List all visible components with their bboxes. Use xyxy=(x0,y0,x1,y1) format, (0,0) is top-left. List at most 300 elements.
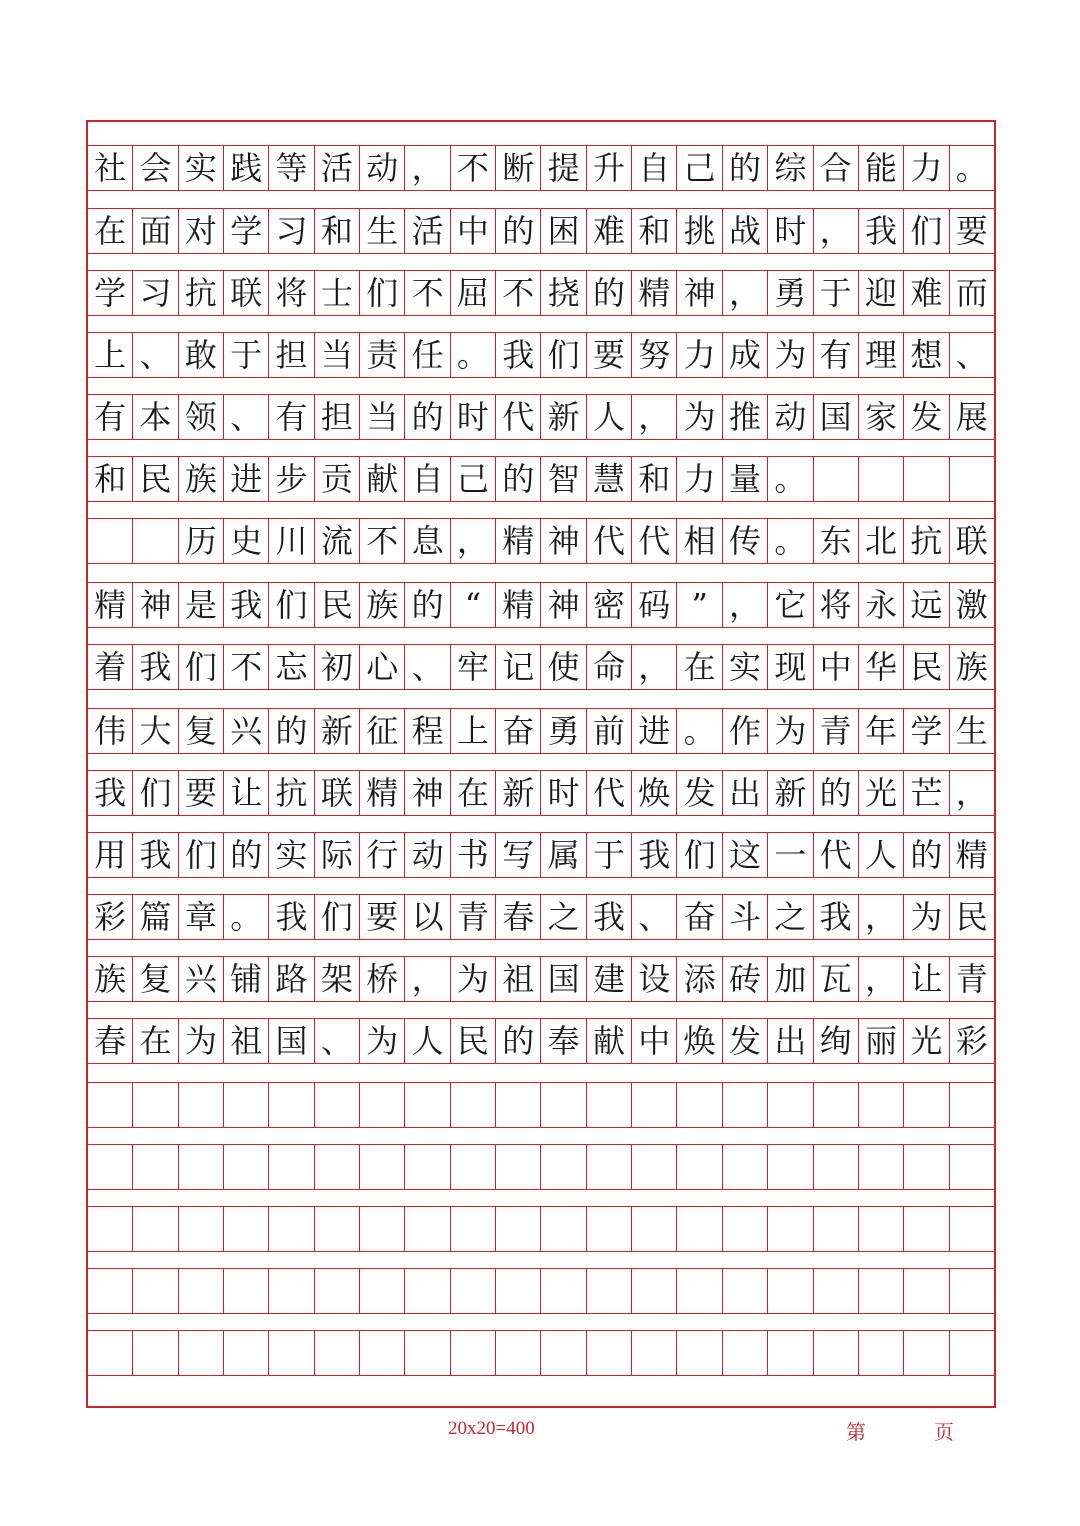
grid-cell: 春 xyxy=(88,1019,133,1063)
grid-cell: 民 xyxy=(133,457,178,501)
grid-cell: 智 xyxy=(541,457,586,501)
grid-cell xyxy=(88,1145,133,1189)
grid-cell: 进 xyxy=(224,457,269,501)
grid-cell xyxy=(315,1207,360,1251)
grid-count-label: 20x20=400 xyxy=(448,1418,535,1439)
grid-cell: 出 xyxy=(723,771,768,815)
grid-cell: 以 xyxy=(405,895,450,939)
grid-cell: 联 xyxy=(955,522,988,560)
page-number-suffix: 页 xyxy=(934,1420,954,1444)
grid-cell: 青 xyxy=(955,960,988,998)
grid-cell: ， xyxy=(723,583,768,627)
grid-cell: 力 xyxy=(677,333,722,377)
grid-cell: 想 xyxy=(904,333,949,377)
grid-cell: 。 xyxy=(768,457,813,501)
grid-cell: 于 xyxy=(224,333,269,377)
grid-cell: 激 xyxy=(955,586,988,624)
grid-cell xyxy=(814,1207,859,1251)
grid-cell: 使 xyxy=(541,645,586,689)
grid-cell xyxy=(859,1269,904,1313)
grid-cell xyxy=(179,1331,224,1375)
grid-cell: ， xyxy=(632,395,677,439)
grid-cell xyxy=(541,1269,586,1313)
grid-cell: 新 xyxy=(541,395,586,439)
grid-cell xyxy=(451,1207,496,1251)
grid-cell: 焕 xyxy=(677,1019,722,1063)
grid-cell xyxy=(269,1145,314,1189)
grid-cell: 的 xyxy=(904,833,949,877)
grid-cell: 时 xyxy=(451,395,496,439)
grid-row xyxy=(88,582,994,628)
grid-cell: 努 xyxy=(632,333,677,377)
grid-cell: 我 xyxy=(269,895,314,939)
grid-cell xyxy=(723,1207,768,1251)
grid-cell: 难 xyxy=(587,209,632,253)
grid-cell xyxy=(269,1331,314,1375)
grid-cell xyxy=(224,1145,269,1189)
grid-cell: 奋 xyxy=(496,709,541,753)
grid-cell xyxy=(950,1083,994,1127)
grid-cell: 己 xyxy=(677,146,722,190)
grid-cell xyxy=(451,1083,496,1127)
grid-cell: 力 xyxy=(904,146,949,190)
grid-cell xyxy=(632,1083,677,1127)
grid-cell: 力 xyxy=(677,457,722,501)
grid-cell: 际 xyxy=(315,833,360,877)
grid-cell: 作 xyxy=(723,709,768,753)
grid-cell: ， xyxy=(405,146,450,190)
grid-row xyxy=(88,518,994,564)
grid-cell: 人 xyxy=(587,395,632,439)
grid-cell xyxy=(451,1331,496,1375)
grid-cell xyxy=(360,1145,405,1189)
grid-cell: 有 xyxy=(88,395,133,439)
grid-cell: 们 xyxy=(315,895,360,939)
grid-cell: 动 xyxy=(360,146,405,190)
grid-cell xyxy=(587,1083,632,1127)
grid-cell xyxy=(768,1331,813,1375)
grid-cell: 献 xyxy=(360,457,405,501)
grid-cell xyxy=(360,1207,405,1251)
grid-row xyxy=(88,1018,994,1064)
grid-cell xyxy=(88,519,133,563)
grid-cell: 们 xyxy=(904,209,949,253)
grid-cell: 和 xyxy=(632,457,677,501)
grid-cell: 路 xyxy=(269,957,314,1001)
grid-cell: 出 xyxy=(768,1019,813,1063)
grid-cell: 斗 xyxy=(723,895,768,939)
grid-cell: 。 xyxy=(451,333,496,377)
grid-cell: 的 xyxy=(814,771,859,815)
grid-cell: 而 xyxy=(955,274,988,312)
grid-cell xyxy=(768,1145,813,1189)
grid-cell: 、 xyxy=(632,895,677,939)
grid-cell xyxy=(768,1207,813,1251)
grid-cell: ， xyxy=(955,774,988,812)
grid-cell: 桥 xyxy=(360,957,405,1001)
grid-cell xyxy=(859,1207,904,1251)
grid-cell: 砖 xyxy=(723,957,768,1001)
grid-cell: ， xyxy=(723,271,768,315)
grid-cell: 的 xyxy=(224,833,269,877)
grid-cell: 发 xyxy=(904,395,949,439)
grid-cell: 学 xyxy=(224,209,269,253)
grid-cell: 迎 xyxy=(859,271,904,315)
grid-row xyxy=(88,708,994,754)
grid-row xyxy=(88,894,994,940)
grid-cell: 生 xyxy=(955,712,988,750)
grid-cell: 瓦 xyxy=(814,957,859,1001)
grid-cell xyxy=(768,1269,813,1313)
grid-cell xyxy=(315,1083,360,1127)
grid-cell xyxy=(360,1331,405,1375)
grid-cell: 为 xyxy=(677,395,722,439)
grid-cell: 综 xyxy=(768,146,813,190)
grid-cell: 征 xyxy=(360,709,405,753)
grid-cell xyxy=(133,1269,178,1313)
grid-cell: 精 xyxy=(632,271,677,315)
grid-cell: 之 xyxy=(768,895,813,939)
grid-cell: 中 xyxy=(632,1019,677,1063)
grid-row xyxy=(88,1268,994,1314)
grid-cell: 书 xyxy=(451,833,496,877)
grid-cell xyxy=(859,1145,904,1189)
grid-cell: 添 xyxy=(677,957,722,1001)
grid-cell: 勇 xyxy=(541,709,586,753)
grid-cell: 。 xyxy=(955,149,988,187)
grid-cell xyxy=(405,1269,450,1313)
grid-cell: 敢 xyxy=(179,333,224,377)
grid-cell: 担 xyxy=(269,333,314,377)
grid-cell: 动 xyxy=(405,833,450,877)
grid-cell xyxy=(677,1207,722,1251)
grid-cell xyxy=(768,1083,813,1127)
grid-cell: 奋 xyxy=(677,895,722,939)
grid-row xyxy=(88,644,994,690)
grid-cell: 永 xyxy=(859,583,904,627)
grid-cell xyxy=(88,1269,133,1313)
grid-cell xyxy=(814,457,859,501)
grid-cell: 是 xyxy=(179,583,224,627)
grid-cell: 抗 xyxy=(179,271,224,315)
grid-cell xyxy=(904,1331,949,1375)
grid-cell: 神 xyxy=(541,583,586,627)
grid-cell: 民 xyxy=(451,1019,496,1063)
grid-cell: 我 xyxy=(859,209,904,253)
grid-cell: 初 xyxy=(315,645,360,689)
grid-cell xyxy=(496,1083,541,1127)
grid-cell: 精 xyxy=(88,583,133,627)
grid-cell: 自 xyxy=(405,457,450,501)
grid-cell: 命 xyxy=(587,645,632,689)
grid-cell: 光 xyxy=(859,771,904,815)
grid-cell: 族 xyxy=(360,583,405,627)
grid-cell: 要 xyxy=(587,333,632,377)
grid-cell: 实 xyxy=(179,146,224,190)
grid-cell: 神 xyxy=(541,519,586,563)
grid-cell: 国 xyxy=(541,957,586,1001)
grid-cell: 彩 xyxy=(88,895,133,939)
grid-cell: 章 xyxy=(179,895,224,939)
grid-cell xyxy=(179,1145,224,1189)
grid-cell xyxy=(677,1083,722,1127)
grid-cell xyxy=(904,1269,949,1313)
grid-cell xyxy=(496,1145,541,1189)
grid-cell xyxy=(269,1207,314,1251)
grid-cell: 在 xyxy=(451,771,496,815)
grid-cell: 为 xyxy=(451,957,496,1001)
grid-cell: 为 xyxy=(179,1019,224,1063)
grid-cell: 的 xyxy=(723,146,768,190)
grid-cell: 的 xyxy=(405,583,450,627)
grid-cell xyxy=(88,1207,133,1251)
grid-cell xyxy=(859,457,904,501)
grid-cell: 屈 xyxy=(451,271,496,315)
grid-cell: 在 xyxy=(677,645,722,689)
grid-cell: 我 xyxy=(632,833,677,877)
grid-cell: 和 xyxy=(315,209,360,253)
grid-cell: 时 xyxy=(541,771,586,815)
grid-cell: 设 xyxy=(632,957,677,1001)
grid-cell xyxy=(133,1145,178,1189)
grid-cell xyxy=(405,1083,450,1127)
grid-cell: 民 xyxy=(955,898,988,936)
grid-cell: 年 xyxy=(859,709,904,753)
grid-cell: 、 xyxy=(315,1019,360,1063)
essay-grid-sheet xyxy=(86,120,996,1408)
grid-cell: 心 xyxy=(360,645,405,689)
grid-cell: 神 xyxy=(133,583,178,627)
grid-cell xyxy=(179,1207,224,1251)
grid-cell: 建 xyxy=(587,957,632,1001)
grid-cell: 动 xyxy=(768,395,813,439)
grid-cell: 抗 xyxy=(904,519,949,563)
grid-cell xyxy=(315,1331,360,1375)
grid-cell xyxy=(360,1083,405,1127)
grid-cell: 青 xyxy=(814,709,859,753)
grid-cell: 面 xyxy=(133,209,178,253)
grid-cell: 相 xyxy=(677,519,722,563)
grid-cell xyxy=(814,1331,859,1375)
grid-cell xyxy=(723,1269,768,1313)
grid-cell: 不 xyxy=(405,271,450,315)
grid-cell: 奉 xyxy=(541,1019,586,1063)
grid-cell: 史 xyxy=(224,519,269,563)
grid-cell: 不 xyxy=(451,146,496,190)
grid-cell: 架 xyxy=(315,957,360,1001)
grid-cell: 我 xyxy=(133,645,178,689)
grid-row xyxy=(88,1206,994,1252)
grid-cell xyxy=(904,1083,949,1127)
grid-cell: 新 xyxy=(315,709,360,753)
grid-cell: 上 xyxy=(88,333,133,377)
grid-cell: 中 xyxy=(451,209,496,253)
grid-cell: 。 xyxy=(677,709,722,753)
grid-cell xyxy=(224,1083,269,1127)
grid-cell xyxy=(904,1207,949,1251)
grid-cell: ” xyxy=(677,583,722,627)
grid-cell xyxy=(904,1145,949,1189)
grid-cell xyxy=(859,1083,904,1127)
grid-cell: 要 xyxy=(955,212,988,250)
grid-row xyxy=(88,832,994,878)
grid-cell: 属 xyxy=(541,833,586,877)
grid-cell: 勇 xyxy=(768,271,813,315)
grid-row xyxy=(88,270,994,316)
grid-cell: 发 xyxy=(723,1019,768,1063)
grid-cell xyxy=(723,1083,768,1127)
grid-cell: 慧 xyxy=(587,457,632,501)
grid-cell: 丽 xyxy=(859,1019,904,1063)
grid-cell: 这 xyxy=(723,833,768,877)
grid-cell: 新 xyxy=(496,771,541,815)
grid-cell: 挑 xyxy=(677,209,722,253)
grid-cell xyxy=(315,1145,360,1189)
grid-cell: 们 xyxy=(133,771,178,815)
grid-cell: 国 xyxy=(814,395,859,439)
grid-cell: 在 xyxy=(133,1019,178,1063)
grid-cell: 成 xyxy=(723,333,768,377)
grid-cell: 铺 xyxy=(224,957,269,1001)
grid-cell: 、 xyxy=(955,336,988,374)
grid-cell xyxy=(133,1083,178,1127)
grid-cell xyxy=(405,1207,450,1251)
grid-cell xyxy=(541,1331,586,1375)
grid-cell: 着 xyxy=(88,645,133,689)
grid-cell: 习 xyxy=(133,271,178,315)
grid-cell: 族 xyxy=(955,648,988,686)
grid-cell: 我 xyxy=(814,895,859,939)
grid-cell xyxy=(587,1269,632,1313)
grid-cell xyxy=(496,1269,541,1313)
grid-cell: 历 xyxy=(179,519,224,563)
grid-cell: 代 xyxy=(814,833,859,877)
grid-cell: 实 xyxy=(269,833,314,877)
grid-cell xyxy=(677,1269,722,1313)
grid-cell: 。 xyxy=(768,519,813,563)
grid-cell xyxy=(360,1269,405,1313)
grid-cell xyxy=(950,457,994,501)
grid-cell xyxy=(133,1331,178,1375)
grid-cell: 量 xyxy=(723,457,768,501)
grid-cell: 活 xyxy=(315,146,360,190)
grid-cell: 等 xyxy=(269,146,314,190)
grid-cell xyxy=(269,1083,314,1127)
grid-cell xyxy=(632,1331,677,1375)
grid-cell: 当 xyxy=(315,333,360,377)
grid-cell: 大 xyxy=(133,709,178,753)
grid-cell xyxy=(723,1145,768,1189)
grid-cell: 我 xyxy=(133,833,178,877)
grid-cell: 族 xyxy=(179,457,224,501)
grid-cell: 春 xyxy=(496,895,541,939)
grid-cell: 担 xyxy=(315,395,360,439)
grid-cell: 精 xyxy=(360,771,405,815)
grid-cell: 献 xyxy=(587,1019,632,1063)
grid-cell: ， xyxy=(859,957,904,1001)
grid-cell: ， xyxy=(632,645,677,689)
grid-cell: 绚 xyxy=(814,1019,859,1063)
grid-row xyxy=(88,1144,994,1190)
grid-cell: 它 xyxy=(768,583,813,627)
grid-cell: 领 xyxy=(179,395,224,439)
grid-cell: 代 xyxy=(587,519,632,563)
grid-cell: 人 xyxy=(405,1019,450,1063)
grid-cell: 责 xyxy=(360,333,405,377)
grid-cell xyxy=(950,1269,994,1313)
grid-cell: 发 xyxy=(677,771,722,815)
grid-cell: ， xyxy=(405,957,450,1001)
grid-cell xyxy=(541,1145,586,1189)
grid-cell xyxy=(632,1207,677,1251)
grid-cell xyxy=(179,1269,224,1313)
grid-cell xyxy=(88,1083,133,1127)
grid-cell: 。 xyxy=(224,895,269,939)
grid-cell: 不 xyxy=(360,519,405,563)
grid-cell: 流 xyxy=(315,519,360,563)
grid-cell: 写 xyxy=(496,833,541,877)
grid-cell: 们 xyxy=(360,271,405,315)
grid-cell xyxy=(451,1145,496,1189)
grid-cell: 们 xyxy=(677,833,722,877)
grid-cell: 联 xyxy=(224,271,269,315)
grid-cell: 将 xyxy=(269,271,314,315)
grid-cell: 行 xyxy=(360,833,405,877)
grid-cell: 己 xyxy=(451,457,496,501)
grid-cell: 密 xyxy=(587,583,632,627)
grid-cell xyxy=(405,1145,450,1189)
grid-cell xyxy=(632,1269,677,1313)
grid-cell: 精 xyxy=(955,836,988,874)
grid-row xyxy=(88,394,994,440)
grid-cell: 将 xyxy=(814,583,859,627)
grid-cell xyxy=(315,1269,360,1313)
grid-cell: 困 xyxy=(541,209,586,253)
grid-cell: 我 xyxy=(224,583,269,627)
grid-cell: 华 xyxy=(859,645,904,689)
grid-cell: 进 xyxy=(632,709,677,753)
grid-cell: 的 xyxy=(496,457,541,501)
grid-cell: 人 xyxy=(859,833,904,877)
grid-cell: 学 xyxy=(88,271,133,315)
grid-cell: 要 xyxy=(360,895,405,939)
grid-cell: 在 xyxy=(88,209,133,253)
grid-cell: 会 xyxy=(133,146,178,190)
grid-cell: 和 xyxy=(632,209,677,253)
grid-cell xyxy=(224,1269,269,1313)
grid-cell: 国 xyxy=(269,1019,314,1063)
grid-cell: 光 xyxy=(904,1019,949,1063)
grid-row xyxy=(88,1082,994,1128)
grid-cell: 让 xyxy=(904,957,949,1001)
grid-cell: 、 xyxy=(133,333,178,377)
grid-cell xyxy=(496,1331,541,1375)
grid-cell: 生 xyxy=(360,209,405,253)
grid-cell: 神 xyxy=(405,771,450,815)
grid-cell: 的 xyxy=(496,209,541,253)
grid-cell: 记 xyxy=(496,645,541,689)
grid-cell xyxy=(632,1145,677,1189)
grid-row xyxy=(88,332,994,378)
grid-cell: 牢 xyxy=(451,645,496,689)
grid-cell: 步 xyxy=(269,457,314,501)
grid-cell: 青 xyxy=(451,895,496,939)
grid-cell: 精 xyxy=(496,519,541,563)
grid-cell xyxy=(814,1083,859,1127)
grid-cell: 代 xyxy=(587,771,632,815)
grid-cell xyxy=(587,1145,632,1189)
grid-cell: 能 xyxy=(859,146,904,190)
